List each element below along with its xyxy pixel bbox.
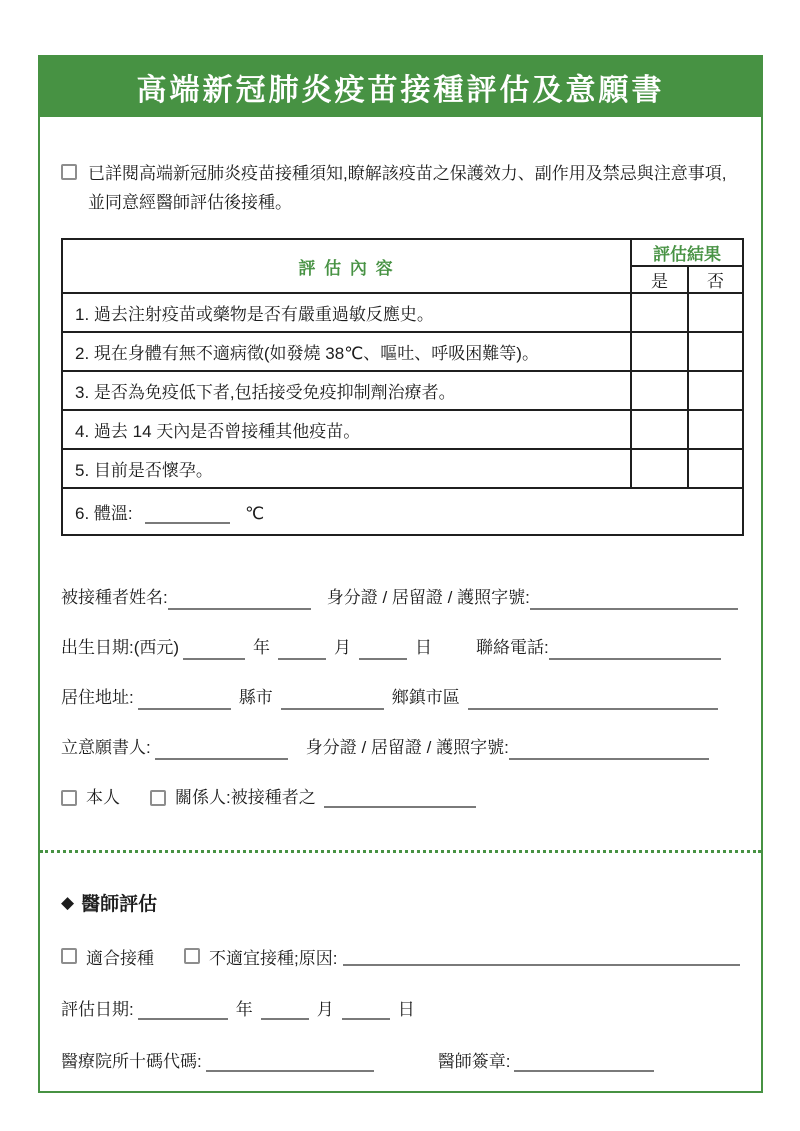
self-checkbox[interactable] xyxy=(61,790,77,806)
eval-month-label: 月 xyxy=(316,1000,334,1019)
table-row xyxy=(62,332,743,371)
suitable-checkbox[interactable] xyxy=(61,948,77,964)
unsuitable-checkbox[interactable] xyxy=(184,948,200,964)
table-row xyxy=(62,371,743,410)
question-2-yes-cell[interactable] xyxy=(631,332,688,371)
question-3-no-cell[interactable] xyxy=(688,371,743,410)
county-blank[interactable] xyxy=(138,691,231,710)
temperature-unit: ℃ xyxy=(245,504,265,523)
temperature-row xyxy=(62,488,743,535)
county-label: 縣市 xyxy=(238,688,273,707)
dotted-divider xyxy=(40,850,761,853)
phone-label: 聯絡電話: xyxy=(476,638,549,657)
consenter-label: 立意願書人: xyxy=(61,738,151,757)
birth-label: 出生日期:(西元) xyxy=(61,638,180,657)
signature-blank[interactable] xyxy=(514,1053,654,1072)
table-row xyxy=(62,449,743,488)
question-3: 3. 是否為免疫低下者,包括接受免疫抑制劑治療者。 xyxy=(62,371,631,410)
consenter-id-blank[interactable] xyxy=(509,741,709,760)
eval-date-line xyxy=(61,996,740,1020)
suitable-label: 適合接種 xyxy=(86,948,154,968)
phone-blank[interactable] xyxy=(549,641,721,660)
page-title: 高端新冠肺炎疫苗接種評估及意願書 xyxy=(136,74,665,107)
intro-checkbox[interactable] xyxy=(61,164,77,180)
intro-statement xyxy=(61,159,740,217)
table-row xyxy=(62,488,743,535)
diamond-icon: ◆ xyxy=(61,892,75,912)
institution-code-blank[interactable] xyxy=(206,1053,374,1072)
district-blank[interactable] xyxy=(281,691,384,710)
table-row xyxy=(62,293,743,332)
question-4: 4. 過去 14 天內是否曾接種其他疫苗。 xyxy=(62,410,631,449)
relative-label: 關係人:被接種者之 xyxy=(175,788,316,807)
birth-phone-line xyxy=(61,636,740,660)
question-1-yes-cell[interactable] xyxy=(631,293,688,332)
month-label: 月 xyxy=(334,638,352,657)
question-2-no-cell[interactable] xyxy=(688,332,743,371)
day-label: 日 xyxy=(415,638,433,657)
question-5-yes-cell[interactable] xyxy=(631,449,688,488)
self-label: 本人 xyxy=(86,788,120,807)
consenter-name-blank[interactable] xyxy=(155,741,288,760)
question-4-no-cell[interactable] xyxy=(688,410,743,449)
title-bar xyxy=(40,57,761,117)
name-blank[interactable] xyxy=(168,591,311,610)
name-id-line xyxy=(61,586,740,610)
intro-text: 已詳閱高端新冠肺炎疫苗接種須知,瞭解該疫苗之保護效力、副作用及禁忌與注意事項,並同意經醫師評估後接種。 xyxy=(88,164,727,212)
name-label: 被接種者姓名: xyxy=(61,588,168,607)
relative-checkbox[interactable] xyxy=(150,790,166,806)
question-1: 1. 過去注射疫苗或藥物是否有嚴重過敏反應史。 xyxy=(62,293,631,332)
physician-heading-label: 醫師評估 xyxy=(81,894,158,915)
no-column-header: 否 xyxy=(688,266,743,293)
suitability-line xyxy=(61,944,740,968)
eval-month-blank[interactable] xyxy=(261,1001,309,1020)
year-label: 年 xyxy=(253,638,271,657)
signature-label: 醫師簽章: xyxy=(437,1052,511,1071)
consenter-id-label: 身分證 / 居留證 / 護照字號: xyxy=(305,738,509,757)
question-1-no-cell[interactable] xyxy=(688,293,743,332)
table-row xyxy=(62,410,743,449)
question-5-no-cell[interactable] xyxy=(688,449,743,488)
question-3-yes-cell[interactable] xyxy=(631,371,688,410)
temperature-blank[interactable] xyxy=(145,505,230,524)
assessment-result-header: 評估結果 xyxy=(631,239,743,266)
eval-day-blank[interactable] xyxy=(342,1001,390,1020)
consent-form xyxy=(38,55,763,1093)
unsuitable-label: 不適宜接種;原因: xyxy=(209,948,338,968)
question-5: 5. 目前是否懷孕。 xyxy=(62,449,631,488)
relationship-blank[interactable] xyxy=(324,789,476,808)
eval-year-label: 年 xyxy=(235,1000,253,1019)
eval-year-blank[interactable] xyxy=(138,1001,228,1020)
birth-year-blank[interactable] xyxy=(183,641,245,660)
eval-day-label: 日 xyxy=(397,1000,415,1019)
id-label: 身分證 / 居留證 / 護照字號: xyxy=(326,588,530,607)
id-blank[interactable] xyxy=(530,591,738,610)
institution-code-label: 醫療院所十碼代碼: xyxy=(61,1052,202,1071)
reason-blank[interactable] xyxy=(343,947,740,966)
code-signature-line xyxy=(61,1048,740,1072)
temperature-label: 6. 體溫: xyxy=(75,504,133,523)
address-label: 居住地址: xyxy=(61,688,134,707)
district-label: 鄉鎮市區 xyxy=(391,688,460,707)
assessment-content-header: 評 估 內 容 xyxy=(62,239,631,293)
yes-column-header: 是 xyxy=(631,266,688,293)
street-blank[interactable] xyxy=(468,691,718,710)
question-4-yes-cell[interactable] xyxy=(631,410,688,449)
assessment-table xyxy=(61,238,744,536)
eval-date-label: 評估日期: xyxy=(61,1000,134,1019)
relationship-line xyxy=(61,786,740,810)
physician-section xyxy=(40,889,761,1072)
physician-heading xyxy=(61,889,740,916)
question-2: 2. 現在身體有無不適病徵(如發燒 38℃、嘔吐、呼吸困難等)。 xyxy=(62,332,631,371)
birth-day-blank[interactable] xyxy=(359,641,407,660)
consenter-line xyxy=(61,736,740,760)
personal-info-section xyxy=(61,586,740,810)
address-line xyxy=(61,686,740,710)
birth-month-blank[interactable] xyxy=(278,641,326,660)
